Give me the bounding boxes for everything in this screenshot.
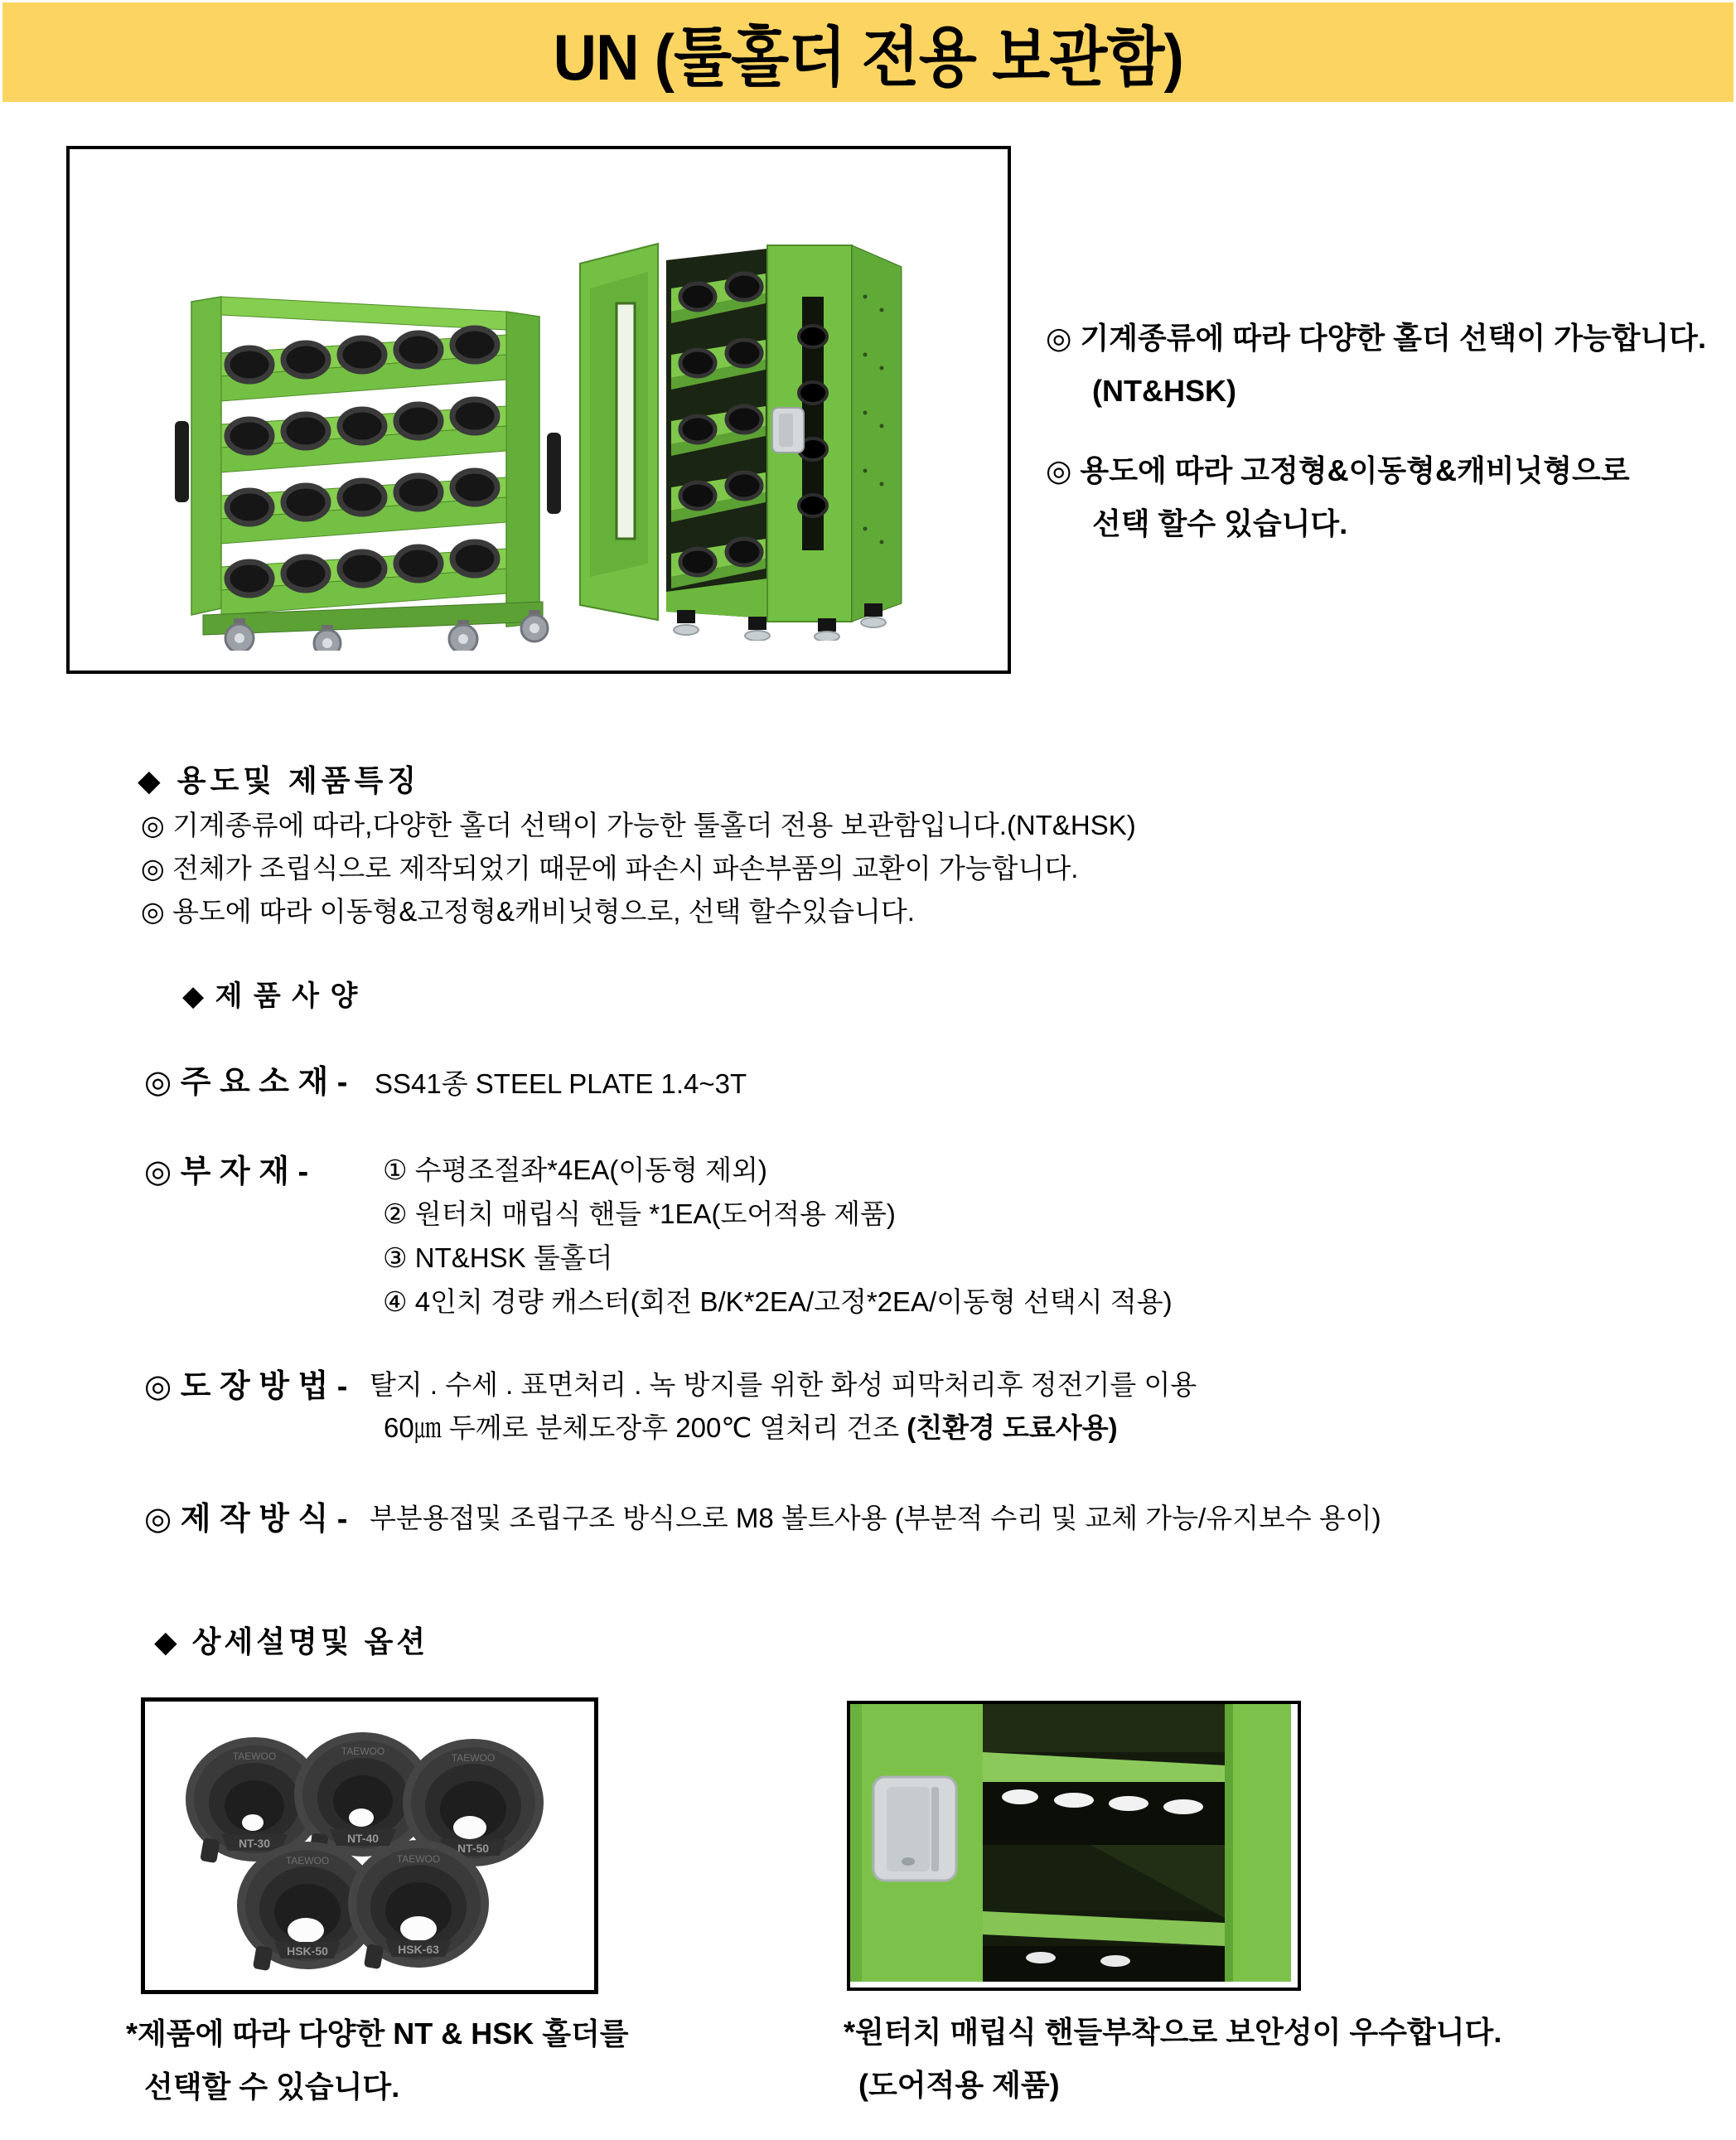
- mobile-cart-illustration: [173, 290, 563, 651]
- svg-text:TAEWOO: TAEWOO: [341, 1745, 385, 1757]
- cart-shelf: [221, 542, 506, 615]
- part-item: ③ NT&HSK 툴홀더: [383, 1242, 613, 1273]
- svg-text:NT-50: NT-50: [457, 1842, 490, 1855]
- main-product-image-box: [66, 146, 1011, 674]
- material-value: SS41종 STEEL PLATE 1.4~3T: [375, 1068, 747, 1099]
- handle-caption-line2: (도어적용 제품): [858, 2068, 1060, 2102]
- part-item: ④ 4인치 경량 캐스터(회전 B/K*2EA/고정*2EA/이동형 선택시 적용): [383, 1286, 1173, 1317]
- usage-item: ◎ 전체가 조립식으로 제작되었기 때문에 파손시 파손부품의 교환이 가능합니다.: [141, 853, 1079, 884]
- paint-label: ◎ 도 장 방 법 -: [144, 1369, 348, 1404]
- svg-text:HSK-50: HSK-50: [287, 1944, 328, 1958]
- paint-line2-regular: 60㎛ 두께로 분체도장후 200℃ 열처리 건조: [384, 1412, 907, 1443]
- cabinet-open-door: [580, 244, 658, 620]
- cart-shelf: [221, 471, 506, 544]
- cart-left-handle: [175, 421, 189, 502]
- note-holder-selection-sub: (NT&HSK): [1092, 374, 1236, 408]
- door-handle-icon: [772, 408, 804, 453]
- handle-closeup-illustration: [850, 1704, 1291, 1982]
- handle-image-box: [847, 1701, 1301, 1991]
- tool-holder-cup: [352, 1844, 485, 1969]
- cart-shelf: [221, 399, 506, 472]
- cart-right-handle: [547, 433, 561, 514]
- method-value: 부분용접및 조립구조 방식으로 M8 볼트사용 (부분적 수리 및 교체 가능/유지보수 용이): [370, 1503, 1381, 1533]
- usage-section-heading: ◆ 용도및 제품특징: [138, 763, 421, 797]
- svg-text:TAEWOO: TAEWOO: [451, 1752, 496, 1764]
- svg-text:TAEWOO: TAEWOO: [396, 1853, 441, 1865]
- paint-line2: [384, 1406, 1118, 1445]
- cart-shelf: [221, 328, 506, 401]
- title-banner: [2, 2, 1734, 102]
- parts-label: ◎ 부 자 재 -: [144, 1155, 309, 1189]
- cabinet-illustration: [573, 230, 905, 641]
- usage-item: ◎ 용도에 따라 이동형&고정형&캐비닛형으로, 선택 할수있습니다.: [141, 896, 915, 927]
- svg-text:TAEWOO: TAEWOO: [285, 1855, 330, 1866]
- svg-text:TAEWOO: TAEWOO: [232, 1750, 277, 1762]
- details-section-heading: ◆ 상세설명및 옵션: [154, 1624, 429, 1658]
- svg-text:NT-40: NT-40: [346, 1832, 380, 1845]
- one-touch-handle-icon: [873, 1777, 956, 1881]
- holders-image-box: [141, 1697, 598, 1994]
- note-type-selection: ◎ 용도에 따라 고정형&이동형&캐비닛형으로: [1046, 453, 1630, 487]
- cabinet-opening: [983, 1704, 1225, 1982]
- note-holder-selection: ◎ 기계종류에 따라 다양한 홀더 선택이 가능합니다.: [1046, 321, 1706, 355]
- cabinet-front-door: [767, 245, 852, 622]
- handle-caption-line1: *원터치 매립식 핸들부착으로 보안성이 우수합니다.: [844, 2015, 1502, 2049]
- page-title: UN (툴홀더 전용 보관함): [553, 21, 1183, 94]
- svg-text:NT-30: NT-30: [238, 1837, 271, 1850]
- svg-text:HSK-63: HSK-63: [398, 1943, 439, 1956]
- holders-caption-line1: *제품에 따라 다양한 NT & HSK 홀더를: [126, 2017, 629, 2050]
- part-item: ② 원터치 매립식 핸들 *1EA(도어적용 제품): [383, 1198, 896, 1229]
- paint-line1: 탈지 . 수세 . 표면처리 . 녹 방지를 위한 화성 피막처리후 정전기를 이용: [370, 1369, 1197, 1400]
- note-type-selection-sub: 선택 할수 있습니다.: [1092, 506, 1348, 540]
- holders-caption-line2: 선택할 수 있습니다.: [144, 2070, 400, 2104]
- nt-hsk-holders-illustration: [145, 1702, 586, 1982]
- material-label: ◎ 주 요 소 재 -: [144, 1065, 348, 1100]
- spec-section-heading: ◆ 제 품 사 양: [182, 980, 360, 1012]
- paint-line2-bold: (친환경 도료사용): [907, 1412, 1118, 1443]
- part-item: ① 수평조절좌*4EA(이동형 제외): [383, 1155, 767, 1185]
- cart-shelves: [221, 328, 506, 615]
- method-label: ◎ 제 작 방 식 -: [144, 1502, 348, 1537]
- usage-item: ◎ 기계종류에 따라,다양한 홀더 선택이 가능한 툴홀더 전용 보관함입니다.(NT&HSK): [141, 810, 1136, 840]
- cabinet-side-panel: [852, 245, 902, 622]
- door-window-slot: [617, 303, 635, 539]
